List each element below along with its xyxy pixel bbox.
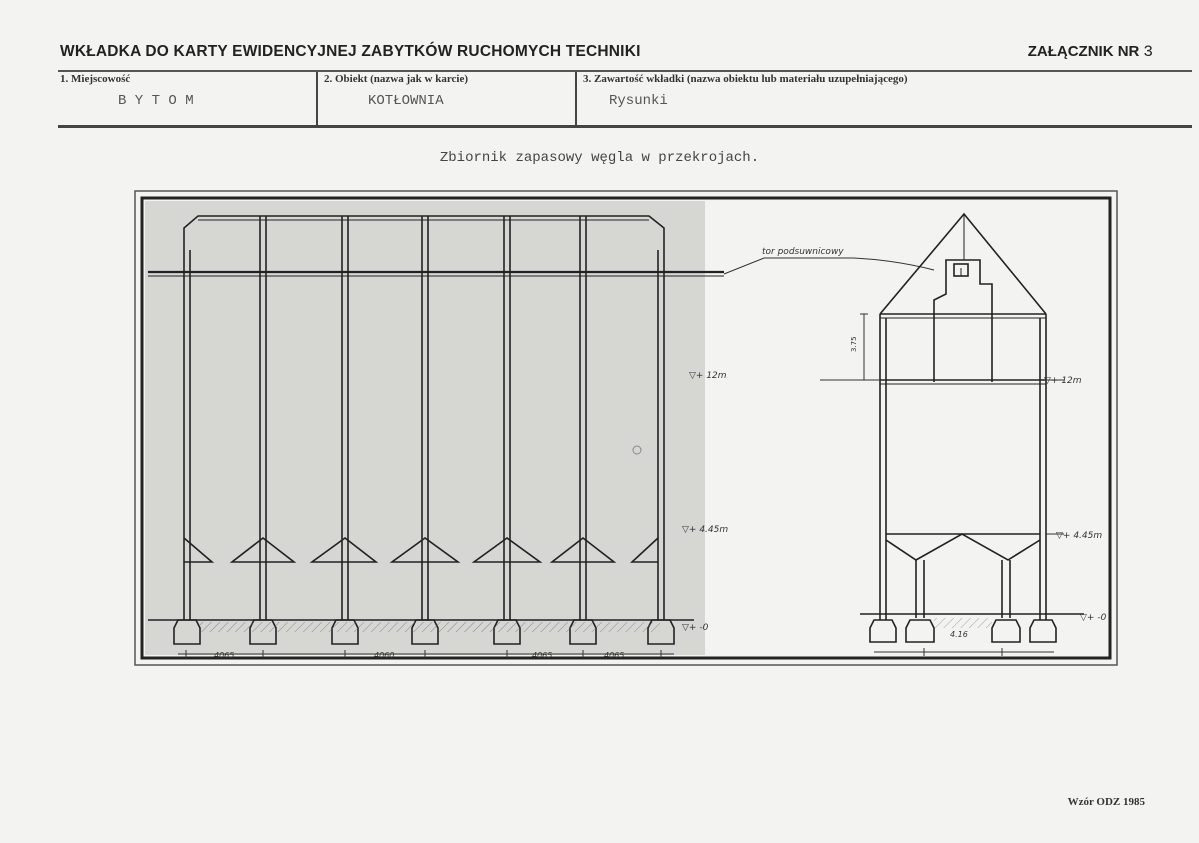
- cross-section: [860, 214, 1084, 642]
- copy-shading: [145, 201, 705, 655]
- field-value-contents: Rysunki: [609, 93, 668, 109]
- dim-label-2: 4060: [374, 651, 395, 660]
- dim-label-3: 4065: [532, 651, 553, 660]
- field-value-object: KOTŁOWNIA: [368, 93, 444, 109]
- side-dimension: [874, 648, 1054, 656]
- side-level-0: ▽+ -0: [1080, 613, 1107, 623]
- side-dim-label: 4.16: [950, 630, 968, 639]
- side-level-445m: ▽+ 4.45m: [1056, 531, 1103, 541]
- field-value-locality: B Y T O M: [118, 93, 194, 109]
- annex-label-text: ZAŁĄCZNIK NR: [1027, 43, 1140, 60]
- height-dim-label: 3.75: [850, 336, 858, 352]
- annex-label: [1028, 43, 1153, 61]
- ground-hatch: [200, 622, 660, 632]
- drawing-caption: Zbiornik zapasowy węgla w przekrojach.: [439, 150, 760, 166]
- form-title: WKŁADKA DO KARTY EWIDENCYJNEJ ZABYTKÓW RUCHOMYCH TECHNIKI: [60, 43, 641, 60]
- header-rule-bottom: [58, 125, 1192, 128]
- level-lines-cross: [1046, 380, 1064, 534]
- crane-rail-label: tor podsuwnicowy: [762, 247, 844, 257]
- level-markers-cross: [1044, 376, 1107, 623]
- ground-hatch-cross: [934, 618, 992, 628]
- dim-label-1: 4065: [214, 651, 235, 660]
- field-label-locality: 1. Miejscowość: [60, 73, 131, 85]
- dim-label-4: 4065: [604, 651, 625, 660]
- field-label-contents: 3. Zawartość wkładki (nazwa obiektu lub materiału uzupełniającego): [583, 73, 908, 85]
- technical-drawing: [134, 190, 1118, 666]
- field-separator-1: [316, 72, 318, 126]
- drawing-svg: [134, 190, 1118, 666]
- form-footer: Wzór ODZ 1985: [1067, 796, 1145, 808]
- field-label-object: 2. Obiekt (nazwa jak w karcie): [324, 73, 469, 85]
- side-level-12m: ▽+ 12m: [1044, 376, 1082, 386]
- field-separator-2: [575, 72, 577, 126]
- header-rule-top: [58, 70, 1192, 72]
- level-12m: ▽+ 12m: [689, 371, 727, 381]
- level-445m: ▽+ 4.45m: [682, 525, 729, 535]
- annotation-leader: [724, 258, 934, 274]
- annex-number: 3: [1143, 43, 1153, 61]
- level-0: ▽+ -0: [682, 623, 709, 633]
